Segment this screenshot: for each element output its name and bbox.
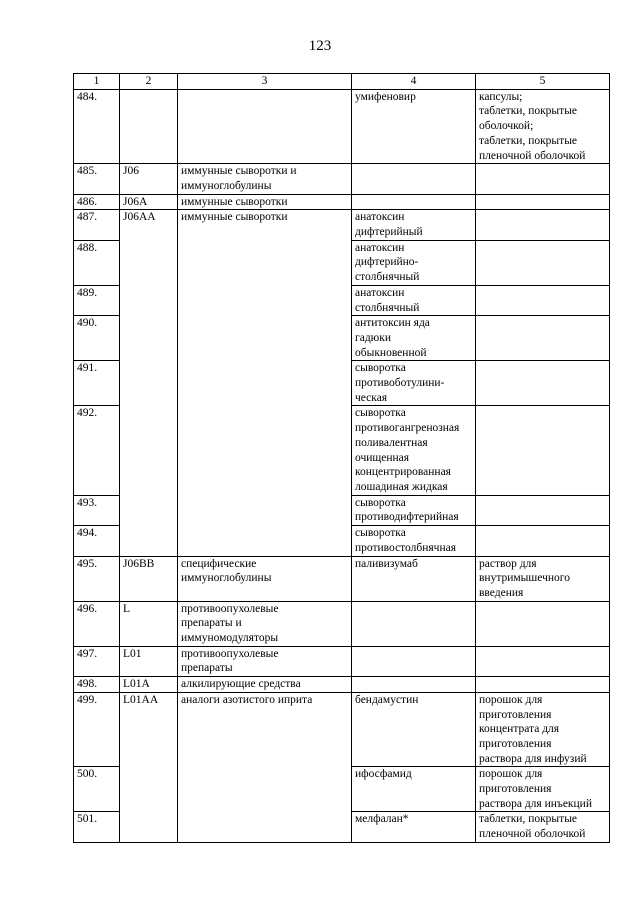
drug-table <box>73 73 610 843</box>
atc-code-cell: L <box>120 601 178 646</box>
atc-code-cell: J06 <box>120 164 178 194</box>
drug-name-cell: бендамустин <box>352 692 476 767</box>
dosage-form-cell: порошок для приготовления концентрата для приготовления раствора для инфузий <box>476 692 610 767</box>
drug-name-cell <box>352 646 476 676</box>
dosage-form-cell <box>476 406 610 495</box>
drug-name-cell: сыворотка противоботулини- ческая <box>352 361 476 406</box>
drug-name-cell <box>352 677 476 693</box>
dosage-form-cell <box>476 526 610 556</box>
drug-name-cell: анатоксин дифтерийно- столбнячный <box>352 240 476 285</box>
page-number: 123 <box>308 38 332 54</box>
row-number: 484. <box>74 89 120 164</box>
group-name-cell: иммунные сыворотки <box>178 194 352 210</box>
table-row <box>74 556 610 601</box>
header-row <box>74 74 610 90</box>
row-number: 485. <box>74 164 120 194</box>
drug-name-cell: сыворотка противостолбнячная <box>352 526 476 556</box>
drug-name-cell: мелфалан* <box>352 812 476 842</box>
table-row <box>74 692 610 767</box>
drug-name-cell: сыворотка противодифтерийная <box>352 495 476 525</box>
table-row <box>74 210 610 240</box>
column-header: 5 <box>476 74 610 90</box>
atc-code-cell: J06BB <box>120 556 178 601</box>
column-header: 1 <box>74 74 120 90</box>
drug-name-cell: сыворотка противогангренозная поливалентная очищенная концентрированная лошадиная жидкая <box>352 406 476 495</box>
dosage-form-cell: капсулы; таблетки, покрытые оболочкой; таблетки, покрытые пленочной оболочкой <box>476 89 610 164</box>
row-number: 499. <box>74 692 120 767</box>
row-number: 488. <box>74 240 120 285</box>
atc-code-cell: J06A <box>120 194 178 210</box>
dosage-form-cell <box>476 240 610 285</box>
dosage-form-cell <box>476 677 610 693</box>
drug-name-cell: паливизумаб <box>352 556 476 601</box>
dosage-form-cell <box>476 646 610 676</box>
row-number: 500. <box>74 767 120 812</box>
row-number: 489. <box>74 285 120 315</box>
dosage-form-cell <box>476 285 610 315</box>
dosage-form-cell <box>476 210 610 240</box>
dosage-form-cell: порошок для приготовления раствора для инъекций <box>476 767 610 812</box>
drug-name-cell <box>352 194 476 210</box>
row-number: 498. <box>74 677 120 693</box>
row-number: 493. <box>74 495 120 525</box>
row-number: 490. <box>74 316 120 361</box>
row-number: 495. <box>74 556 120 601</box>
row-number: 497. <box>74 646 120 676</box>
table-row <box>74 164 610 194</box>
dosage-form-cell: таблетки, покрытые пленочной оболочкой <box>476 812 610 842</box>
row-number: 491. <box>74 361 120 406</box>
dosage-form-cell <box>476 194 610 210</box>
table-row <box>74 601 610 646</box>
atc-code-cell: L01A <box>120 677 178 693</box>
column-header: 2 <box>120 74 178 90</box>
dosage-form-cell <box>476 495 610 525</box>
table-row <box>74 194 610 210</box>
group-name-cell <box>178 89 352 164</box>
dosage-form-cell <box>476 601 610 646</box>
dosage-form-cell <box>476 361 610 406</box>
row-number: 494. <box>74 526 120 556</box>
atc-code-cell <box>120 89 178 164</box>
atc-code-cell: J06AA <box>120 210 178 556</box>
dosage-form-cell <box>476 164 610 194</box>
row-number: 492. <box>74 406 120 495</box>
table-row <box>74 89 610 164</box>
row-number: 486. <box>74 194 120 210</box>
row-number: 487. <box>74 210 120 240</box>
group-name-cell: иммунные сыворотки и иммуноглобулины <box>178 164 352 194</box>
drug-name-cell: анатоксин дифтерийный <box>352 210 476 240</box>
atc-code-cell: L01AA <box>120 692 178 842</box>
group-name-cell: аналоги азотистого иприта <box>178 692 352 842</box>
dosage-form-cell: раствор для внутримышечного введения <box>476 556 610 601</box>
drug-name-cell: ифосфамид <box>352 767 476 812</box>
group-name-cell: иммунные сыворотки <box>178 210 352 556</box>
drug-name-cell: антитоксин яда гадюки обыкновенной <box>352 316 476 361</box>
table-row <box>74 677 610 693</box>
atc-code-cell: L01 <box>120 646 178 676</box>
row-number: 496. <box>74 601 120 646</box>
group-name-cell: противоопухолевые препараты и иммуномодуляторы <box>178 601 352 646</box>
group-name-cell: противоопухолевые препараты <box>178 646 352 676</box>
row-number: 501. <box>74 812 120 842</box>
group-name-cell: специфические иммуноглобулины <box>178 556 352 601</box>
drug-name-cell: анатоксин столбнячный <box>352 285 476 315</box>
column-header: 4 <box>352 74 476 90</box>
group-name-cell: алкилирующие средства <box>178 677 352 693</box>
column-header: 3 <box>178 74 352 90</box>
drug-name-cell <box>352 601 476 646</box>
table-row <box>74 646 610 676</box>
drug-name-cell <box>352 164 476 194</box>
drug-name-cell: умифеновир <box>352 89 476 164</box>
dosage-form-cell <box>476 316 610 361</box>
